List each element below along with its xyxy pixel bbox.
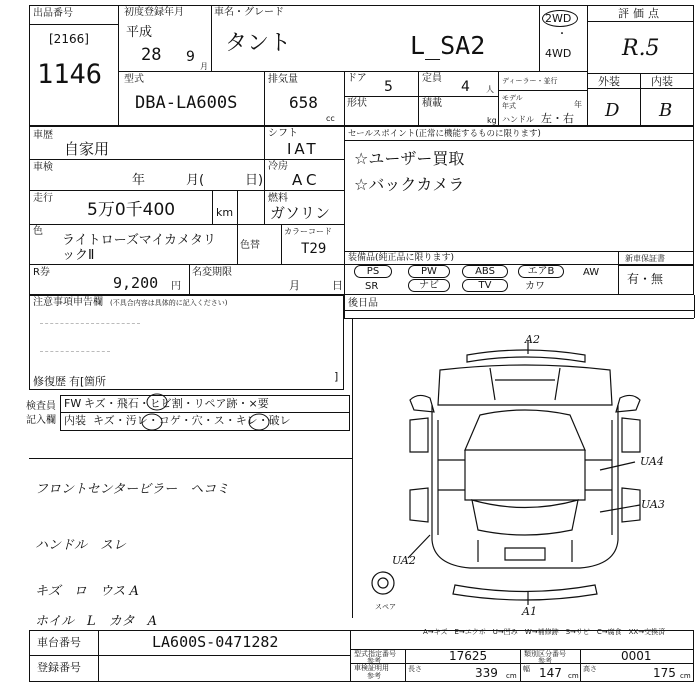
type-designation-value: 17625 (449, 649, 488, 663)
equip-navi: ナビ (408, 279, 450, 292)
repair-label: 修復歴 (33, 375, 66, 388)
load-unit: kg (487, 116, 497, 125)
handle-value: 左・右 (541, 112, 574, 125)
handwritten-note-3: キズ ロ ウス A (35, 584, 139, 599)
color-change-label: 色替 (240, 240, 260, 251)
displacement-value: 658 (289, 93, 318, 112)
type-designation-label: 型式指定番号 (354, 650, 396, 658)
validity-month: 月 (289, 279, 300, 292)
exterior-label: 外装 (598, 75, 620, 88)
drive-4wd: 4WD (545, 47, 572, 60)
inspector-label-2: 記入欄 (26, 415, 56, 426)
chassis-label: 車台番号 (37, 636, 81, 649)
int-label: 内装 (64, 414, 86, 427)
mark-ua3: UA3 (641, 498, 665, 511)
class-ref: 参考 (538, 657, 552, 665)
lot-sub: [2166] (49, 32, 89, 46)
displacement-label: 排気量 (268, 74, 298, 85)
warranty-label: 新車保証書 (625, 254, 665, 263)
color-label: 色 (33, 226, 43, 237)
interior-grade: B (659, 100, 673, 121)
lot-label: 出品番号 (33, 8, 73, 19)
equip-pw: PW (408, 265, 450, 278)
color-code-label: カラーコード (284, 227, 332, 236)
handwritten-note-1: フロントセンタービラー ヘコミ (35, 482, 230, 497)
validity-day: 日 (332, 279, 343, 292)
cert-label: 車検証明用 (354, 664, 389, 672)
equip-leather: カワ (525, 281, 545, 292)
shift-label: シフト (268, 128, 298, 139)
width-unit: cm (568, 672, 579, 680)
load-label: 積載 (422, 98, 442, 109)
aircon-value: AC (292, 171, 321, 189)
warranty-value: 有・無 (627, 272, 664, 286)
notes-hint: (不具合内容は具体的に記入ください) (110, 299, 228, 307)
width-label: 幅 (523, 665, 530, 673)
capacity-unit: 人 (486, 85, 494, 94)
model-year-unit: 年 (574, 100, 582, 109)
aircon-label: 冷房 (268, 161, 288, 172)
mark-ua2: UA2 (392, 554, 416, 567)
recycle-value: 9,200 (113, 274, 159, 292)
handwritten-note-2: ハンドル スレ (35, 538, 127, 553)
vehicle-type-label: 車歴 (33, 130, 53, 141)
class-label: 類別区分番号 (524, 650, 566, 658)
model-name: タント (225, 31, 292, 56)
first-reg-month-unit: 月 (200, 62, 208, 71)
lot-number: 1146 (37, 59, 103, 90)
validity-label: 名変期限 (192, 267, 232, 278)
body-label: 形状 (347, 98, 367, 109)
model-year-label: モデル年式 (502, 94, 523, 110)
mark-a1: A1 (522, 605, 537, 618)
length-unit: cm (506, 672, 517, 680)
mileage-unit: km (216, 206, 234, 219)
exterior-grade: D (605, 100, 620, 121)
first-reg-label: 初度登録年月 (124, 7, 184, 18)
interior-label: 内装 (651, 75, 673, 88)
recycle-unit: 円 (171, 281, 181, 292)
repair-close: ] (334, 370, 339, 383)
recycle-label: R券 (33, 267, 50, 278)
registration-label: 登録番号 (37, 661, 81, 674)
fuel-label: 燃料 (268, 193, 288, 204)
first-reg-era: 平成 (126, 25, 153, 40)
handwritten-note-4: ホイル L カタ A (35, 614, 158, 629)
repair-suffix: 箇所 (84, 375, 106, 388)
equip-sr: SR (365, 281, 379, 292)
height-value: 175 (653, 666, 676, 680)
equip-tv: TV (462, 279, 508, 292)
class-value: 0001 (621, 649, 652, 663)
model-name-label: 車名・グレード (214, 7, 284, 18)
color-code: T29 (301, 241, 327, 257)
rating-value: R.5 (622, 36, 660, 61)
first-reg-year: 28 (141, 45, 162, 65)
repair-value: 有[ (69, 375, 85, 388)
drive-2wd: 2WD (545, 12, 572, 25)
equip-aw: AW (583, 267, 600, 278)
after-sales-label: 後日品 (348, 298, 378, 309)
capacity-label: 定員 (422, 73, 442, 84)
dealer-label: ディーラー・並行 (502, 77, 558, 85)
capacity-value: 4 (461, 79, 470, 95)
height-unit: cm (680, 672, 691, 680)
length-label: 長さ (408, 665, 422, 673)
int-items: キズ・汚レ・コゲ・穴・ス・キレ・破レ (93, 414, 291, 427)
width-value: 147 (539, 666, 562, 680)
height-label: 高さ (583, 665, 597, 673)
sales-point-label: セールスポイント(正常に機能するものに限ります) (348, 129, 541, 139)
model-grade: L_SA2 (410, 31, 486, 60)
inspector-label-1: 検査員 (26, 401, 56, 412)
equipment-label: 装備品(純正品に限ります) (348, 253, 455, 263)
length-value: 339 (475, 666, 498, 680)
inspection-day: 日) (245, 173, 264, 188)
inspection-month: 月( (186, 173, 205, 188)
displacement-unit: cc (326, 114, 335, 123)
equip-airbag: エアB (518, 265, 564, 278)
fuel-value: ガソリン (270, 204, 331, 222)
handle-label: ハンドル (502, 115, 534, 124)
sales-point-1: ☆ユーザー買取 (354, 149, 465, 168)
mileage-value: 5万0千400 (87, 200, 176, 220)
doors-label: ドア (347, 73, 367, 84)
rating-label: 評価点 (618, 7, 663, 20)
fw-items: キズ・飛石・ヒビ割・リペア跡・×要 (84, 397, 269, 410)
shift-value: IAT (287, 140, 319, 158)
mark-a2: A2 (525, 333, 540, 346)
cert-ref: 参考 (367, 672, 381, 680)
damage-legend: A→キズ E→エクボ U→凹み W→補修跡 S→サビ C→腐食 XX→交換済 (423, 628, 666, 636)
inspection-year: 年 (132, 173, 146, 188)
mileage-label: 走行 (33, 193, 53, 204)
drive-dot: ・ (557, 29, 567, 40)
vehicle-type: 自家用 (64, 140, 110, 158)
fw-label: FW (64, 397, 82, 410)
model-code-label: 型式 (124, 74, 144, 85)
spare-label: スペア (375, 603, 396, 611)
chassis-number: LA600S-0471282 (152, 633, 279, 651)
notes-label: 注意事項申告欄 (33, 297, 103, 308)
type-designation-ref: 参考 (367, 657, 381, 665)
inspection-label: 車検 (33, 162, 53, 173)
doors-value: 5 (384, 79, 393, 95)
equip-abs: ABS (462, 265, 508, 278)
first-reg-month: 9 (186, 49, 195, 65)
sales-point-2: ☆バックカメラ (354, 175, 465, 194)
equip-ps: PS (354, 265, 392, 278)
color-line1: ライトローズマイカメタリ (62, 233, 217, 248)
mark-ua4: UA4 (640, 455, 664, 468)
model-code: DBA-LA600S (135, 93, 238, 113)
color-line2: ックⅡ (62, 248, 95, 263)
